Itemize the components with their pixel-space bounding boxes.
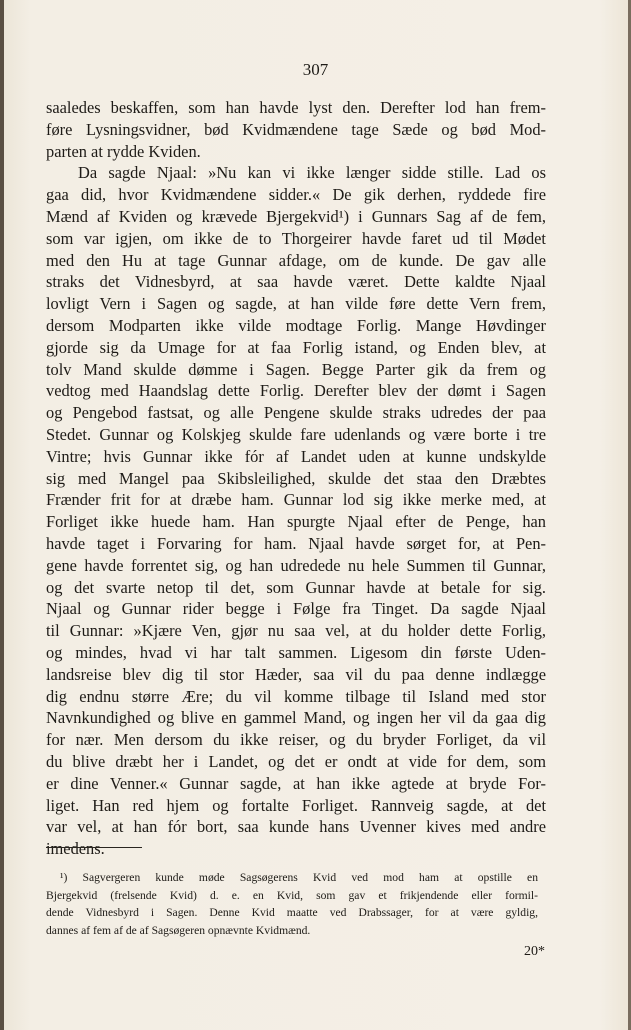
text-line: havde taget i Forvaring for ham. Njaal havde sørget for, at Pen- — [46, 533, 546, 553]
footnote-line: dannes af fem af de af Sagsøgeren opnævnte Kvidmænd. — [46, 923, 311, 937]
text-line: gjorde sig da Umage for at faa Forlig istand, og Enden blev, at — [46, 337, 546, 357]
text-line: Da sagde Njaal: »Nu kan vi ikke længer sidde stille. Lad os — [78, 163, 546, 183]
footnote-line: dende Vidnesbyrd i Sagen. Denne Kvid maatte ved Drabssager, for at være gyldig, — [46, 906, 538, 919]
footnote-line: ¹) Sagvergeren kunde møde Sagsøgerens Kvid ved mod ham at opstille en — [60, 871, 538, 884]
text-line: dersom Modparten ikke vilde modtage Forlig. Mange Høvdinger — [46, 315, 546, 335]
text-line: føre Lysningsvidner, bød Kvidmændene tage Sæde og bød Mod- — [46, 119, 546, 139]
text-line: Njaal og Gunnar rider begge i Følge fra Tinget. Da sagde Njaal — [46, 599, 546, 619]
text-line: Frænder frit for at dræbe ham. Gunnar lod sig ikke merke med, at — [46, 490, 546, 510]
text-line: dig endnu større Ære; du vil komme tilbage til Island med stor — [46, 686, 546, 706]
text-line: er dine Venner.« Gunnar sagde, at han ikke agtede at bryde For- — [46, 773, 546, 793]
footnote — [46, 869, 538, 939]
footnote-divider — [46, 847, 142, 848]
text-line: parten at rydde Kviden. — [46, 141, 201, 161]
text-line: og Pengebod fastsat, og alle Pengene skulde straks udredes der paa — [46, 403, 546, 423]
footnote-line: Bjergekvid (frelsende Kvid) d. e. en Kvid, som gav et frikjendende eller formil- — [46, 888, 538, 902]
text-line: imedens. — [46, 839, 105, 859]
body-text — [46, 97, 546, 860]
signature-mark: 20* — [524, 944, 545, 959]
text-line: landsreise blev dig til stor Hæder, saa vil du paa denne indlægge — [46, 664, 546, 684]
text-line: liget. Han red hjem og fortalte Forliget. Rannveig sagde, at det — [46, 795, 546, 815]
text-line: Mænd af Kviden og krævede Bjergekvid¹) i Gunnars Sag af de fem, — [46, 206, 546, 226]
text-line: som var igjen, om ikke de to Thorgeirer havde faret ud til Mødet — [46, 228, 546, 248]
text-line: lovligt Vern i Sagen og sagde, at han vilde føre dette Vern frem, — [46, 294, 546, 314]
text-line: straks det Vidnesbyrd, at saa havde været. Dette kaldte Njaal — [46, 272, 546, 292]
text-line: tolv Mand skulde dømme i Sagen. Begge Parter gik da frem og — [46, 359, 546, 379]
text-line: gaa did, hvor Kvidmændene sidder.« De gik derhen, ryddede fire — [46, 185, 546, 205]
text-line: gene havde forrentet sig, og han udredede nu hele Summen til Gunnar, — [46, 555, 546, 575]
text-line: vedtog med Haandslag dette Forlig. Derefter blev der dømt i Sagen — [46, 381, 546, 401]
text-line: Forliget ikke huede ham. Han spurgte Njaal efter de Penge, han — [46, 512, 546, 532]
text-line: med den Hu at tage Gunnar afdage, om de kunde. De gav alle — [46, 250, 546, 270]
text-line: Navnkundighed og blive en gammel Mand, og ingen her vil da gaa dig — [46, 708, 546, 728]
text-line: du blive dræbt her i Landet, og det er ondt at vide for dem, som — [46, 751, 546, 771]
page-number: 307 — [302, 60, 329, 79]
text-line: var vel, at han fór bort, saa kunde hans Uvenner kives med andre — [46, 817, 546, 837]
text-line: og det svarte netop til det, som Gunnar havde at betale for sig. — [46, 577, 546, 597]
text-line: for nær. Men dersom du ikke reiser, og du bryder Forliget, da vil — [46, 730, 546, 750]
text-line: til Gunnar: »Kjære Ven, gjør nu saa vel, at du holder dette Forlig, — [46, 621, 546, 641]
text-line: sig med Mangel paa Skibsleilighed, skulde det staa den Dræbtes — [46, 468, 546, 488]
text-line: saaledes beskaffen, som han havde lyst den. Derefter lod han frem- — [46, 98, 546, 117]
text-line: og mindes, hvad vi har talt sammen. Ligesom din første Uden- — [46, 642, 546, 662]
page-edge-left — [0, 0, 4, 1030]
text-line: Stedet. Gunnar og Kolskjeg skulde fare udenlands og være borte i tre — [46, 424, 546, 444]
text-line: Vintre; hvis Gunnar ikke fór af Landet uden at kunne undskylde — [46, 446, 546, 466]
